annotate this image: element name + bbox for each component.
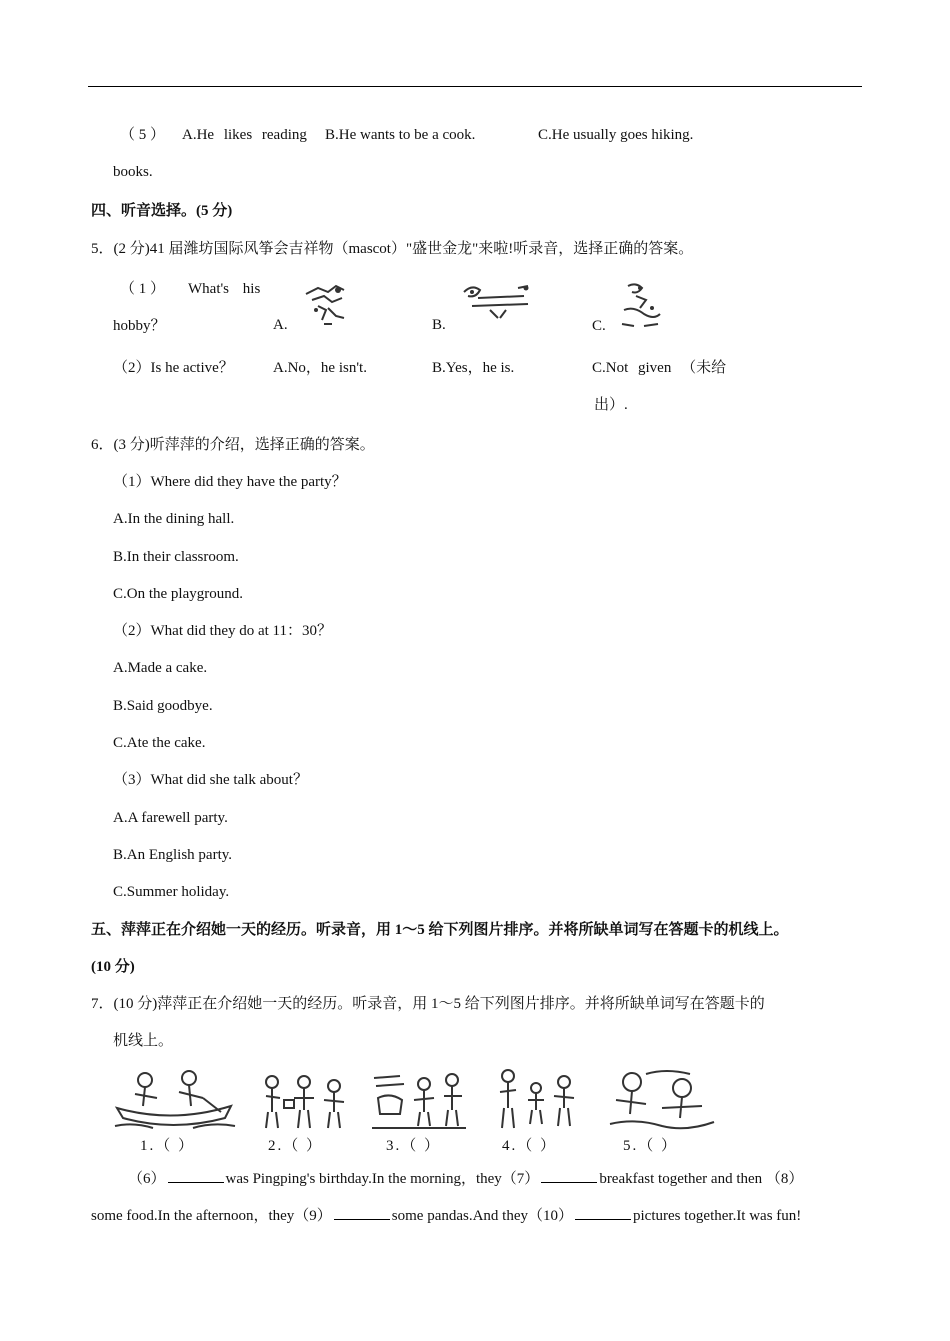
- q5-option-b-label: B.: [432, 317, 446, 333]
- dragon-swimming-picture: [458, 280, 534, 326]
- q6-question-3: （3）What did she talk about？: [113, 772, 308, 788]
- blank-9[interactable]: [334, 1206, 390, 1220]
- blank-10[interactable]: [575, 1206, 631, 1220]
- q5-option-c-label: C.: [592, 318, 606, 334]
- picture-label-3: 3.（ ）: [386, 1138, 442, 1154]
- q5-option-a-label: A.: [273, 317, 288, 333]
- header-rule: [88, 86, 862, 87]
- picture-label-2: 2.（ ）: [268, 1138, 324, 1154]
- q4-item5-option-a-cont: books.: [113, 164, 153, 180]
- q6-q3-option-a: A.A farewell party.: [113, 810, 228, 826]
- section5-title-cont: (10 分): [91, 959, 135, 975]
- cloze-line-2-text-2: pictures together.It was fun!: [633, 1208, 802, 1224]
- blank-7[interactable]: [541, 1169, 597, 1183]
- q5-sub2-option-a: A.No，he isn't.: [273, 360, 367, 376]
- dragon-skating-picture: [298, 280, 354, 328]
- q5-sub2-option-c: C.Not given （未给: [592, 360, 727, 376]
- shopping-picture: [370, 1070, 468, 1134]
- section5-title: 五、萍萍正在介绍她一天的经历。听录音，用 1～5 给下列图片排序。并将所缺单词写在答题卡的机线上。: [91, 922, 789, 938]
- q6-q1-option-a: A.In the dining hall.: [113, 511, 235, 527]
- q5-sub1-question: What's his: [188, 281, 261, 297]
- q6-q2-option-b: B.Said goodbye.: [113, 698, 213, 714]
- q6-stem: 6．(3 分)听萍萍的介绍，选择正确的答案。: [91, 437, 375, 453]
- q6-q2-option-a: A.Made a cake.: [113, 660, 208, 676]
- section4-title: 四、听音选择。(5 分): [91, 203, 233, 219]
- q4-item5-option-c: C.He usually goes hiking.: [538, 127, 694, 143]
- q6-q1-option-c: C.On the playground.: [113, 586, 243, 602]
- q6-q3-option-b: B.An English party.: [113, 847, 233, 863]
- q4-item5-option-a: A.He likes reading: [182, 127, 307, 143]
- q7-stem-cont: 机线上。: [113, 1033, 174, 1049]
- picture-label-1: 1.（ ）: [140, 1138, 196, 1154]
- q4-item5-number: （ 5 ）: [120, 127, 166, 143]
- q6-question-2: （2）What did they do at 11：30？: [113, 623, 332, 639]
- q6-question-1: （1）Where did they have the party？: [113, 474, 347, 490]
- q6-q1-option-b: B.In their classroom.: [113, 549, 239, 565]
- cloze-line-2-text-0: some food.In the afternoon，they（9）: [91, 1208, 332, 1224]
- giving-gift-picture: [258, 1072, 350, 1134]
- cloze-line-1-text-2: breakfast together and then （8）: [599, 1171, 804, 1187]
- blank-6-number: （6）: [128, 1171, 166, 1187]
- playing-picture: [606, 1068, 718, 1134]
- picture-label-5: 5.（ ）: [623, 1138, 679, 1154]
- dragon-dancing-picture: [614, 280, 666, 332]
- family-picture: [492, 1068, 582, 1134]
- q5-sub2-option-c-cont: 出）.: [594, 397, 628, 413]
- q6-q2-option-c: C.Ate the cake.: [113, 735, 206, 751]
- cloze-line-1: [128, 1169, 803, 1189]
- cloze-line-2-text-1: some pandas.And they（10）: [391, 1208, 574, 1224]
- q5-sub2-option-b: B.Yes，he is.: [432, 360, 515, 376]
- cloze-line-1-text-1: was Pingping's birthday.In the morning，they（7）: [225, 1171, 540, 1187]
- cloze-line-2: [91, 1206, 801, 1226]
- q5-stem: 5．(2 分)41 届潍坊国际风筝会吉祥物（mascot）"盛世金龙"来啦!听录音，选择正确的答案。: [91, 241, 694, 257]
- q5-sub1-number: （ 1 ）: [120, 281, 166, 297]
- q7-stem: 7．(10 分)萍萍正在介绍她一天的经历。听录音，用 1～5 给下列图片排序。并将所缺单词写在答题卡的: [91, 996, 765, 1012]
- q4-item5-option-b: B.He wants to be a cook.: [325, 127, 476, 143]
- blank-6[interactable]: [168, 1169, 224, 1183]
- q5-sub1-question-cont: hobby？: [113, 318, 166, 334]
- boating-picture: [113, 1068, 237, 1134]
- q5-sub2-question: （2）Is he active？: [113, 360, 234, 376]
- picture-label-4: 4.（ ）: [502, 1138, 558, 1154]
- q6-q3-option-c: C.Summer holiday.: [113, 884, 230, 900]
